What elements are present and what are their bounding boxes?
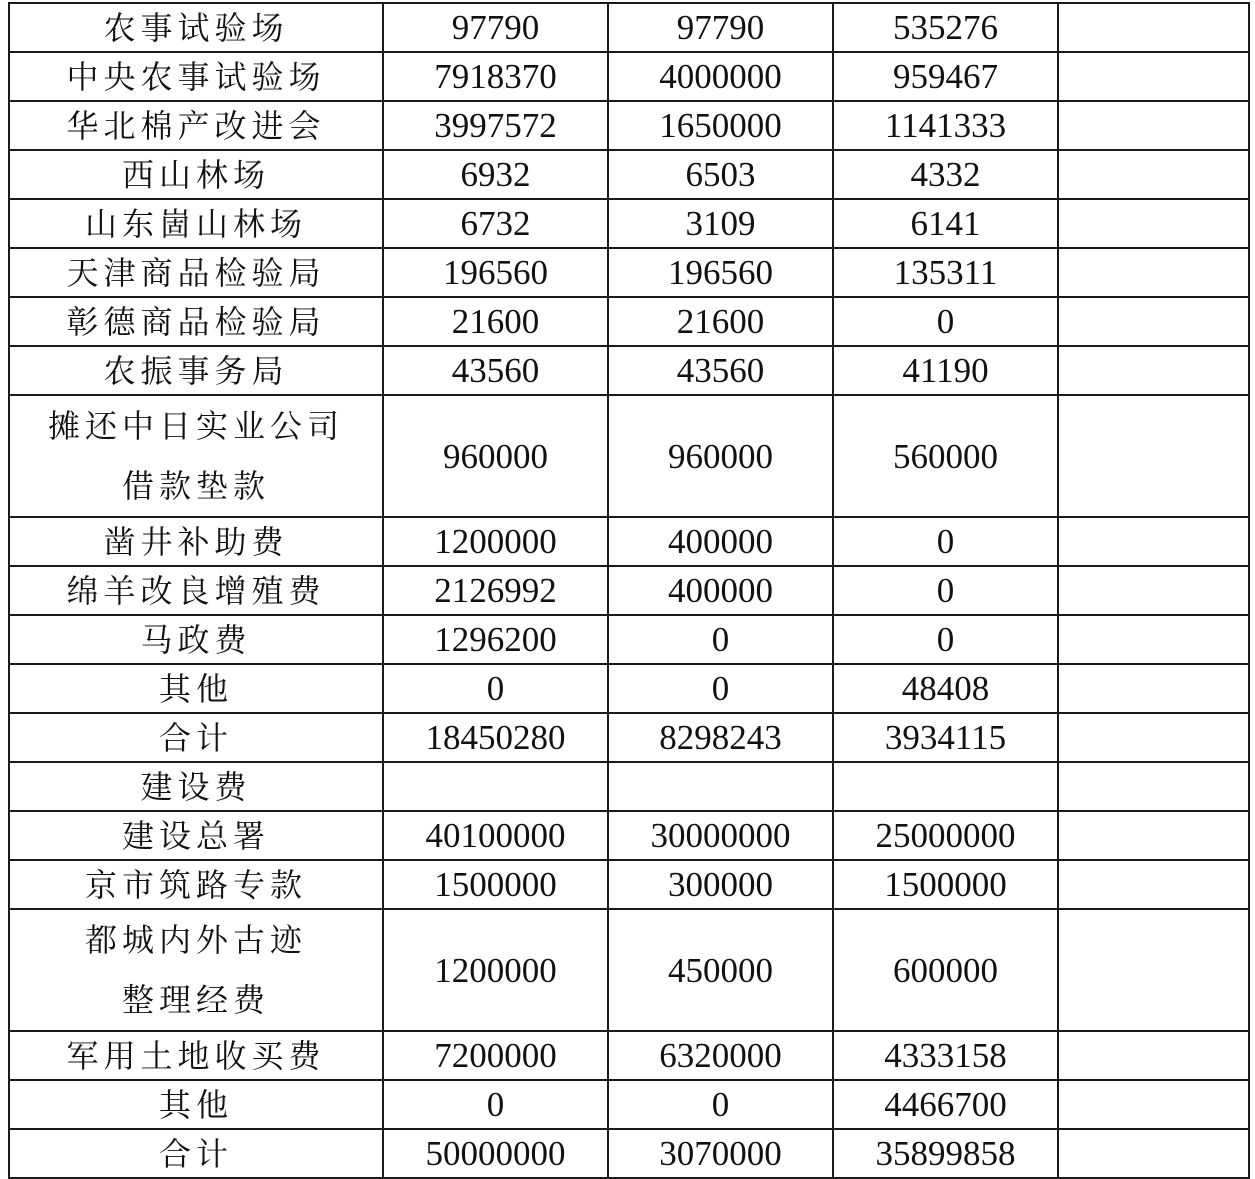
- value-cell-col3: 0: [833, 517, 1058, 566]
- row-label: 合计: [9, 1129, 383, 1178]
- value-cell-col4: [1058, 101, 1249, 150]
- value-cell-col2: 3070000: [608, 1129, 833, 1178]
- value-cell-col4: [1058, 1129, 1249, 1178]
- row-label: [9, 909, 383, 1031]
- table-row: [9, 1031, 1249, 1080]
- value-cell-col2: 43560: [608, 346, 833, 395]
- row-label: 马政费: [9, 615, 383, 664]
- table-row: [9, 3, 1249, 52]
- value-cell-col3: 0: [833, 615, 1058, 664]
- row-label-line: 借款垫款: [121, 467, 270, 505]
- table-row: [9, 346, 1249, 395]
- value-cell-col2: 8298243: [608, 713, 833, 762]
- row-label: 合计: [9, 713, 383, 762]
- row-label: 建设费: [9, 762, 383, 811]
- value-cell-col1: 0: [383, 1080, 608, 1129]
- row-label: 西山林场: [9, 150, 383, 199]
- value-cell-col2: 30000000: [608, 811, 833, 860]
- value-cell-col4: [1058, 150, 1249, 199]
- value-cell-col3: [833, 762, 1058, 811]
- value-cell-col1: 1500000: [383, 860, 608, 909]
- value-cell-col3: 4333158: [833, 1031, 1058, 1080]
- row-label: 绵羊改良增殖费: [9, 566, 383, 615]
- row-label: 彰德商品检验局: [9, 297, 383, 346]
- value-cell-col1: 1200000: [383, 909, 608, 1031]
- table-row: [9, 909, 1249, 1031]
- value-cell-col3: 4332: [833, 150, 1058, 199]
- value-cell-col3: 535276: [833, 3, 1058, 52]
- table-row: [9, 52, 1249, 101]
- value-cell-col4: [1058, 811, 1249, 860]
- value-cell-col3: 959467: [833, 52, 1058, 101]
- value-cell-col1: 50000000: [383, 1129, 608, 1178]
- value-cell-col4: [1058, 346, 1249, 395]
- table-row: [9, 395, 1249, 517]
- value-cell-col4: [1058, 517, 1249, 566]
- value-cell-col3: 135311: [833, 248, 1058, 297]
- value-cell-col4: [1058, 909, 1249, 1031]
- row-label: 建设总署: [9, 811, 383, 860]
- row-label: 华北棉产改进会: [9, 101, 383, 150]
- value-cell-col3: 3934115: [833, 713, 1058, 762]
- value-cell-col3: 48408: [833, 664, 1058, 713]
- value-cell-col1: 0: [383, 664, 608, 713]
- row-label: 农事试验场: [9, 3, 383, 52]
- value-cell-col1: 6732: [383, 199, 608, 248]
- row-label: 其他: [9, 1080, 383, 1129]
- value-cell-col3: 600000: [833, 909, 1058, 1031]
- table-row: [9, 150, 1249, 199]
- value-cell-col1: [383, 762, 608, 811]
- value-cell-col2: 97790: [608, 3, 833, 52]
- row-label: 农振事务局: [9, 346, 383, 395]
- value-cell-col2: 400000: [608, 517, 833, 566]
- row-label-line: 摊还中日实业公司: [47, 407, 344, 445]
- value-cell-col2: 0: [608, 615, 833, 664]
- value-cell-col2: 21600: [608, 297, 833, 346]
- value-cell-col2: 400000: [608, 566, 833, 615]
- row-label: 中央农事试验场: [9, 52, 383, 101]
- table-row: [9, 713, 1249, 762]
- value-cell-col2: 450000: [608, 909, 833, 1031]
- table-row: [9, 248, 1249, 297]
- value-cell-col1: 21600: [383, 297, 608, 346]
- row-label: 其他: [9, 664, 383, 713]
- value-cell-col1: 7918370: [383, 52, 608, 101]
- row-label: [9, 395, 383, 517]
- row-label: 山东崮山林场: [9, 199, 383, 248]
- table-row: [9, 1129, 1249, 1178]
- value-cell-col2: 3109: [608, 199, 833, 248]
- table-row: [9, 517, 1249, 566]
- table-row: [9, 101, 1249, 150]
- table-row: [9, 199, 1249, 248]
- value-cell-col4: [1058, 566, 1249, 615]
- row-label: 军用土地收买费: [9, 1031, 383, 1080]
- value-cell-col1: 3997572: [383, 101, 608, 150]
- value-cell-col2: 0: [608, 1080, 833, 1129]
- table-row: [9, 566, 1249, 615]
- value-cell-col4: [1058, 860, 1249, 909]
- value-cell-col1: 1200000: [383, 517, 608, 566]
- table-row: [9, 860, 1249, 909]
- value-cell-col3: 560000: [833, 395, 1058, 517]
- value-cell-col1: 1296200: [383, 615, 608, 664]
- value-cell-col4: [1058, 3, 1249, 52]
- value-cell-col4: [1058, 664, 1249, 713]
- value-cell-col3: 0: [833, 297, 1058, 346]
- value-cell-col3: 1500000: [833, 860, 1058, 909]
- table-row: [9, 615, 1249, 664]
- value-cell-col3: 4466700: [833, 1080, 1058, 1129]
- value-cell-col4: [1058, 1080, 1249, 1129]
- row-label: 京市筑路专款: [9, 860, 383, 909]
- value-cell-col1: 40100000: [383, 811, 608, 860]
- value-cell-col3: 0: [833, 566, 1058, 615]
- value-cell-col1: 2126992: [383, 566, 608, 615]
- table-row: [9, 762, 1249, 811]
- value-cell-col1: 97790: [383, 3, 608, 52]
- value-cell-col3: 1141333: [833, 101, 1058, 150]
- value-cell-col4: [1058, 199, 1249, 248]
- value-cell-col2: 0: [608, 664, 833, 713]
- table-row: [9, 664, 1249, 713]
- value-cell-col4: [1058, 297, 1249, 346]
- value-cell-col1: 6932: [383, 150, 608, 199]
- value-cell-col2: 1650000: [608, 101, 833, 150]
- table-row: [9, 1080, 1249, 1129]
- value-cell-col2: 4000000: [608, 52, 833, 101]
- row-label: 凿井补助费: [9, 517, 383, 566]
- value-cell-col1: 43560: [383, 346, 608, 395]
- value-cell-col3: 25000000: [833, 811, 1058, 860]
- budget-table: [8, 2, 1250, 1179]
- value-cell-col2: [608, 762, 833, 811]
- value-cell-col4: [1058, 615, 1249, 664]
- value-cell-col1: 7200000: [383, 1031, 608, 1080]
- value-cell-col4: [1058, 248, 1249, 297]
- value-cell-col2: 960000: [608, 395, 833, 517]
- row-label-line: 都城内外古迹: [84, 921, 307, 959]
- value-cell-col4: [1058, 52, 1249, 101]
- value-cell-col3: 35899858: [833, 1129, 1058, 1178]
- value-cell-col4: [1058, 762, 1249, 811]
- value-cell-col3: 6141: [833, 199, 1058, 248]
- value-cell-col2: 196560: [608, 248, 833, 297]
- value-cell-col1: 18450280: [383, 713, 608, 762]
- value-cell-col4: [1058, 713, 1249, 762]
- table-row: [9, 297, 1249, 346]
- row-label-line: 整理经费: [121, 981, 270, 1019]
- value-cell-col1: 960000: [383, 395, 608, 517]
- value-cell-col2: 6503: [608, 150, 833, 199]
- value-cell-col4: [1058, 1031, 1249, 1080]
- value-cell-col1: 196560: [383, 248, 608, 297]
- value-cell-col2: 6320000: [608, 1031, 833, 1080]
- row-label: 天津商品检验局: [9, 248, 383, 297]
- value-cell-col3: 41190: [833, 346, 1058, 395]
- value-cell-col4: [1058, 395, 1249, 517]
- table-row: [9, 811, 1249, 860]
- value-cell-col2: 300000: [608, 860, 833, 909]
